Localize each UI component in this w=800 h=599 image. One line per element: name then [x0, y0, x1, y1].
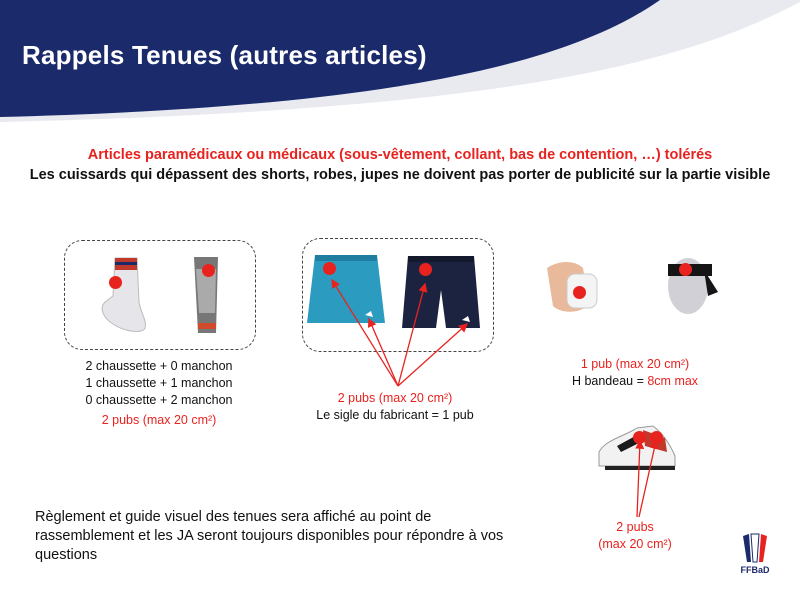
bottoms-sigle: Le sigle du fabricant = 1 pub	[316, 408, 474, 422]
accessories-pubs: 1 pub (max 20 cm²)	[580, 357, 690, 371]
bottoms-pubs: 2 pubs (max 20 cm²)	[337, 391, 453, 405]
socks-line-1: 2 chaussette + 0 manchon	[85, 359, 233, 373]
arrow-shorts-logo	[398, 324, 467, 386]
socks-line-3: 0 chaussette + 2 manchon	[85, 393, 233, 407]
ffbad-logo-icon	[739, 532, 771, 564]
arrow-shoe-1	[637, 441, 640, 517]
slide-title: Rappels Tenues (autres articles)	[22, 40, 427, 70]
medical-articles-rule: Articles paramédicaux ou médicaux (sous-vêtement, collant, bas de contention, …) tolérés	[87, 147, 713, 163]
shoe-max: (max 20 cm²)	[598, 537, 672, 551]
footer-note: Règlement et guide visuel des tenues sera affiché au point de rassemblement et les JA seront toujours disponibles pour répondre à vos questions	[35, 509, 504, 563]
arrow-skirt-logo	[369, 319, 398, 386]
cuissards-rule: Les cuissards qui dépassent des shorts, robes, jupes ne doivent pas porter de publicité sur la partie visible	[29, 167, 771, 183]
arrow-shorts	[398, 284, 425, 386]
arrow-shoe-2	[639, 441, 656, 517]
bandeau-value: 8cm max	[647, 374, 699, 388]
socks-pubs: 2 pubs (max 20 cm²)	[101, 413, 217, 427]
ffbad-logo-text: FFBaD	[740, 565, 770, 575]
socks-line-2: 1 chaussette + 1 manchon	[85, 376, 233, 390]
arrow-skirt	[332, 280, 398, 386]
bandeau-label: H bandeau =	[571, 374, 648, 388]
shoe-pubs: 2 pubs	[616, 520, 654, 534]
